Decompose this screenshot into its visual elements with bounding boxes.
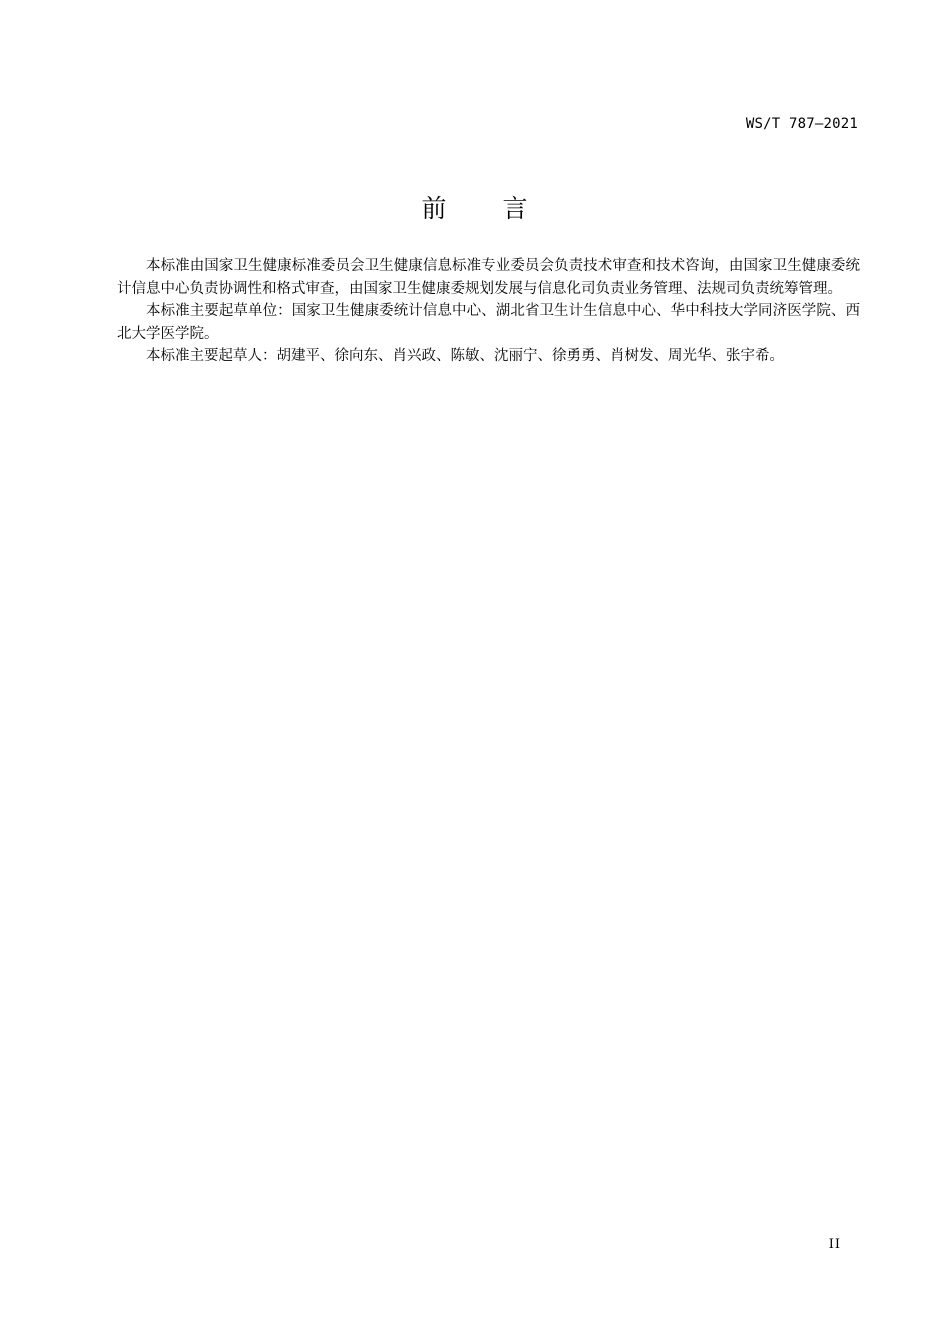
standard-code: WS/T 787—2021 [745,116,858,132]
title-char-1: 前 [421,194,448,223]
paragraph-review: 本标准由国家卫生健康标准委员会卫生健康信息标准专业委员会负责技术审查和技术咨询，由国家卫生健康委统计信息中心负责协调性和格式审查，由国家卫生健康委规划发展与信息化司负责业务管理、法规司负责统筹管理。 [117,258,860,297]
title-char-2: 言 [502,194,529,223]
paragraph-drafters: 本标准主要起草人：胡建平、徐向东、肖兴政、陈敏、沈丽宁、徐勇勇、肖树发、周光华、张宇希。 [146,348,784,365]
page-title [0,191,950,227]
paragraph-drafting-units: 本标准主要起草单位：国家卫生健康委统计信息中心、湖北省卫生计生信息中心、华中科技大学同济医学院、西北大学医学院。 [117,303,860,342]
page-number: II [828,1237,841,1252]
preface-body [117,255,860,368]
